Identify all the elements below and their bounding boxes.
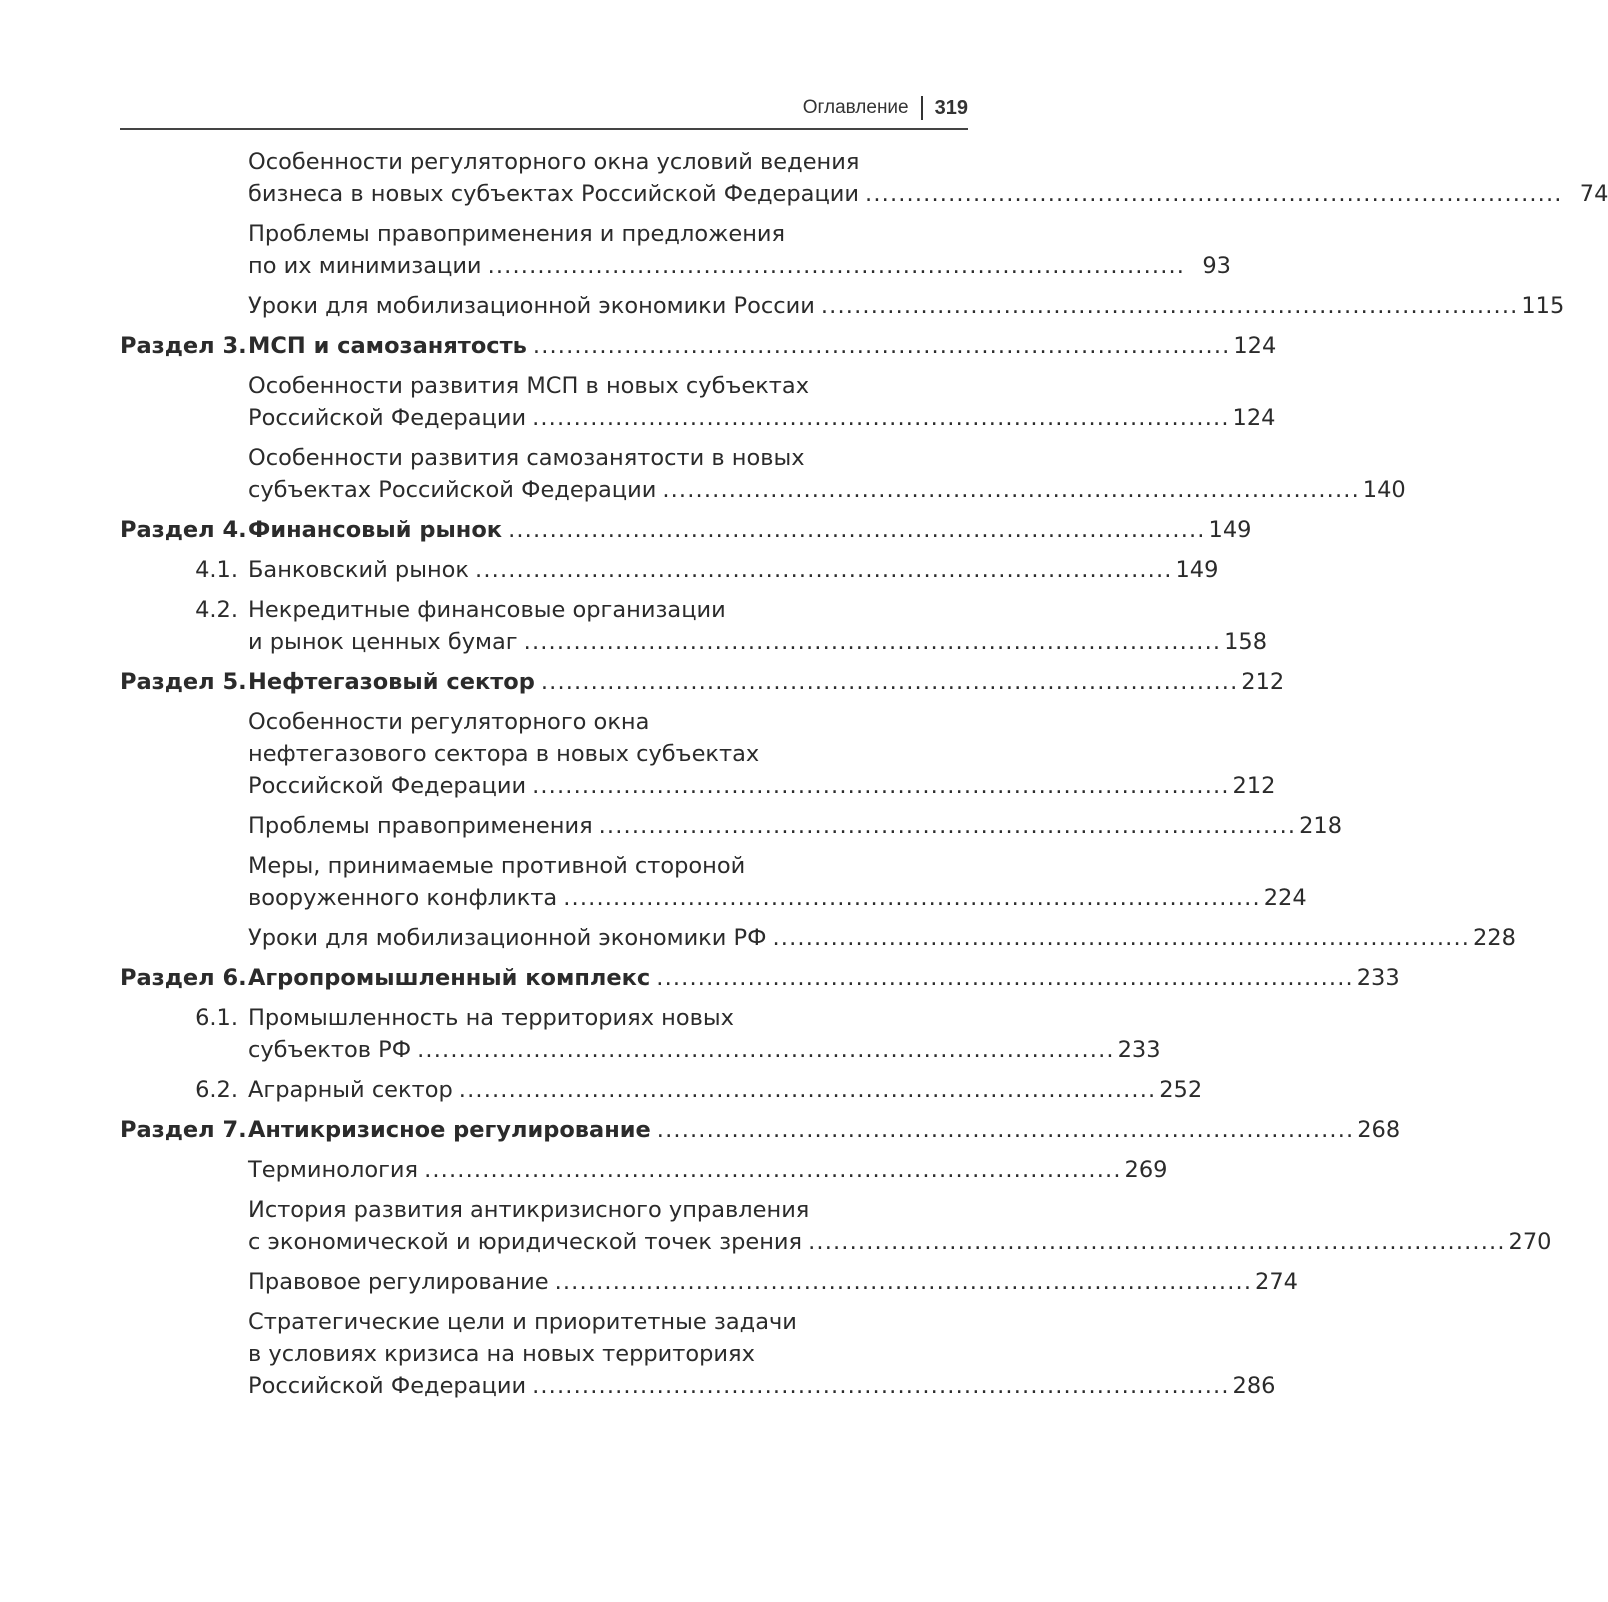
toc-entry-page-number: 93	[1202, 253, 1231, 279]
toc-entry-last-line	[248, 178, 1608, 210]
toc-entry-label	[120, 218, 248, 282]
toc-entry-body	[248, 330, 1276, 362]
toc-entry-title: Агропромышленный комплекс	[248, 965, 651, 991]
running-head-divider	[921, 96, 923, 120]
dot-leader	[459, 1074, 1152, 1106]
toc-entry-page-number: 268	[1357, 1117, 1401, 1143]
toc-entry-title: Банковский рынок	[248, 557, 470, 583]
dot-leader	[488, 250, 1181, 282]
toc-section-entry[interactable]	[120, 666, 1285, 698]
dot-leader	[662, 474, 1355, 506]
toc-entry-label	[120, 922, 248, 954]
toc-section-entry[interactable]	[120, 330, 1277, 362]
toc-entry-title: Антикризисное регулирование	[248, 1117, 651, 1143]
toc-entry[interactable]	[120, 850, 1307, 914]
toc-entry-title: субъектов РФ	[248, 1037, 412, 1063]
toc-entry-page-number: 270	[1508, 1229, 1552, 1255]
toc-entry[interactable]	[120, 1154, 1168, 1186]
toc-entry-label: 4.2.	[195, 597, 238, 623]
dot-leader	[773, 922, 1466, 954]
toc-entry-title: Терминология	[248, 1157, 419, 1183]
toc-entry-page-number: 233	[1356, 965, 1400, 991]
toc-entry-title: вооруженного конфликта	[248, 885, 558, 911]
dot-leader	[555, 1266, 1248, 1298]
toc-entry[interactable]	[120, 1002, 1161, 1066]
toc-entry-body	[248, 290, 1564, 322]
toc-entry-last-line	[248, 250, 1231, 282]
toc-entry-page-number: 149	[1175, 557, 1219, 583]
toc-entry-title: субъектах Российской Федерации	[248, 477, 657, 503]
toc-entry-last-line	[248, 666, 1284, 698]
toc-entry-page-number: 274	[1255, 1269, 1298, 1295]
toc-entry-last-line	[248, 330, 1276, 362]
toc-section-entry[interactable]	[120, 514, 1252, 546]
toc-entry[interactable]	[120, 1306, 1276, 1402]
toc-entry-label	[120, 810, 248, 842]
toc-entry-label	[120, 1154, 248, 1186]
toc-entry-page-number: 286	[1232, 1373, 1276, 1399]
toc-entry-last-line	[248, 1266, 1298, 1298]
toc-entry-last-line	[248, 1226, 1552, 1258]
toc-entry-label: 6.1.	[195, 1005, 238, 1031]
toc-entry-page-number: 124	[1233, 333, 1277, 359]
toc-entry-title: МСП и самозанятость	[248, 333, 527, 359]
toc-entry-label	[120, 442, 248, 506]
toc-entry-label: Раздел 5.	[120, 669, 247, 695]
toc-entry[interactable]	[120, 594, 1268, 658]
toc-entry-body	[248, 146, 1608, 210]
toc-entry-title: бизнеса в новых субъектах Российской Федерации	[248, 181, 860, 207]
toc-entry-label	[120, 1306, 248, 1402]
toc-entry-body	[248, 850, 1307, 914]
toc-entry-title-line: Особенности развития МСП в новых субъектах	[248, 373, 810, 399]
dot-leader	[532, 402, 1225, 434]
toc-entry-last-line	[248, 962, 1400, 994]
toc-entry-page-number: 74	[1579, 181, 1608, 207]
dot-leader	[532, 1370, 1225, 1402]
toc-entry-last-line	[248, 1034, 1161, 1066]
toc-entry-last-line	[248, 1154, 1167, 1186]
toc-entry[interactable]	[120, 146, 1608, 210]
dot-leader	[656, 962, 1349, 994]
toc-entry-last-line	[248, 402, 1275, 434]
dot-leader	[541, 666, 1234, 698]
toc-entry-body	[248, 1114, 1400, 1146]
toc-entry-page-number: 149	[1208, 517, 1252, 543]
toc-entry-title-line: Особенности регуляторного окна	[248, 709, 650, 735]
toc-entry-last-line	[248, 474, 1406, 506]
toc-entry-page-number: 233	[1117, 1037, 1161, 1063]
toc-entry-body	[248, 1074, 1202, 1106]
dot-leader	[821, 290, 1514, 322]
toc-entry-body	[248, 1194, 1552, 1258]
toc-entry-label	[120, 1194, 248, 1258]
toc-entry-page-number: 158	[1224, 629, 1268, 655]
dot-leader	[865, 178, 1558, 210]
toc-entry-title-line: в условиях кризиса на новых территориях	[248, 1341, 755, 1367]
toc-entry-label	[120, 706, 248, 802]
toc-entry-page-number: 140	[1362, 477, 1406, 503]
toc-entry-page-number: 115	[1521, 293, 1565, 319]
toc-entry-label: Раздел 7.	[120, 1117, 247, 1143]
toc-entry-last-line	[248, 922, 1516, 954]
toc-entry-title: с экономической и юридической точек зрения	[248, 1229, 803, 1255]
toc-entry-label: 6.2.	[195, 1077, 238, 1103]
toc-entry-last-line	[248, 554, 1218, 586]
toc-entry-last-line	[248, 290, 1564, 322]
toc-entry-last-line	[248, 810, 1342, 842]
toc-entry-last-line	[248, 770, 1275, 802]
toc-entry-body	[248, 810, 1342, 842]
toc-entry-label	[120, 290, 248, 322]
toc-entry-body	[248, 442, 1406, 506]
toc-entry-title-line: Меры, принимаемые противной стороной	[248, 853, 746, 879]
toc-entry[interactable]	[120, 706, 1276, 802]
toc-entry-body	[248, 1154, 1167, 1186]
toc-entry[interactable]	[120, 370, 1276, 434]
toc-entry-title-line: История развития антикризисного управления	[248, 1197, 810, 1223]
toc-entry-label	[120, 1266, 248, 1298]
toc-entry-body	[248, 962, 1400, 994]
toc-entry-title-line: Особенности регуляторного окна условий ведения	[248, 149, 860, 175]
toc-entry[interactable]	[120, 290, 1565, 322]
toc-entry-title: Аграрный сектор	[248, 1077, 453, 1103]
toc-entry-last-line	[248, 1370, 1275, 1402]
toc-entry-title: Нефтегазовый сектор	[248, 669, 535, 695]
toc-entry-body	[248, 1306, 1275, 1402]
toc-entry[interactable]	[120, 1074, 1203, 1106]
toc-entry-page-number: 228	[1472, 925, 1516, 951]
toc-entry-title: Уроки для мобилизационной экономики РФ	[248, 925, 767, 951]
running-head-title: Оглавление	[802, 97, 909, 118]
toc-entry-label	[120, 146, 248, 210]
toc-entry-title: Проблемы правоприменения	[248, 813, 593, 839]
toc-entry-title-line: Стратегические цели и приоритетные задачи	[248, 1309, 797, 1335]
dot-leader	[532, 770, 1225, 802]
toc-entry-last-line	[248, 882, 1307, 914]
toc-entry[interactable]	[120, 810, 1343, 842]
toc-entry-body	[248, 554, 1218, 586]
toc-entry-page-number: 212	[1241, 669, 1285, 695]
toc-entry-page-number: 212	[1232, 773, 1276, 799]
toc-entry-title-line: Проблемы правоприменения и предложения	[248, 221, 786, 247]
dot-leader	[563, 882, 1256, 914]
dot-leader	[524, 626, 1217, 658]
toc-entry-body	[248, 666, 1284, 698]
toc-entry-title: Уроки для мобилизационной экономики России	[248, 293, 815, 319]
toc-entry-body	[248, 706, 1275, 802]
dot-leader	[417, 1034, 1110, 1066]
toc-entry-body	[248, 922, 1516, 954]
toc-entry[interactable]	[120, 442, 1406, 506]
toc-entry-label: 4.1.	[195, 557, 238, 583]
toc-entry-last-line	[248, 1074, 1202, 1106]
toc-entry[interactable]	[120, 922, 1516, 954]
toc-entry[interactable]	[120, 554, 1219, 586]
toc-entry-body	[248, 514, 1251, 546]
toc-entry-title-line: нефтегазового сектора в новых субъектах	[248, 741, 760, 767]
dot-leader	[424, 1154, 1117, 1186]
toc-entry-label: Раздел 3.	[120, 333, 247, 359]
toc-entry-title-line: Промышленность на территориях новых	[248, 1005, 734, 1031]
toc-entry[interactable]	[120, 1266, 1298, 1298]
toc-entry-last-line	[248, 514, 1251, 546]
toc-entry-title: Российской Федерации	[248, 773, 527, 799]
toc-entry-body	[248, 370, 1275, 434]
toc-entry-title: по их минимизации	[248, 253, 482, 279]
toc-entry-page-number: 124	[1232, 405, 1276, 431]
toc-entry-page-number: 252	[1159, 1077, 1203, 1103]
dot-leader	[508, 514, 1201, 546]
toc-entry-page-number: 218	[1299, 813, 1343, 839]
toc-entry-title: Российской Федерации	[248, 1373, 527, 1399]
toc-entry-label: Раздел 4.	[120, 517, 247, 543]
toc-entry[interactable]	[120, 1194, 1552, 1258]
toc-entry-title: Правовое регулирование	[248, 1269, 549, 1295]
toc-entry-label	[120, 370, 248, 434]
page-number: 319	[934, 96, 968, 119]
toc-entry-last-line	[248, 626, 1267, 658]
toc-entry-page-number: 269	[1124, 1157, 1168, 1183]
toc-section-entry[interactable]	[120, 1114, 1401, 1146]
toc-entry-page-number: 224	[1263, 885, 1307, 911]
dot-leader	[808, 1226, 1501, 1258]
toc-entry-label: Раздел 6.	[120, 965, 247, 991]
toc-entry-title: Российской Федерации	[248, 405, 527, 431]
toc-entry-body	[248, 218, 1231, 282]
toc-entry-title: и рынок ценных бумаг	[248, 629, 518, 655]
dot-leader	[657, 1114, 1350, 1146]
toc-section-entry[interactable]	[120, 962, 1400, 994]
toc-entry[interactable]	[120, 218, 1231, 282]
toc-entry-body	[248, 1266, 1298, 1298]
dot-leader	[599, 810, 1292, 842]
toc-entry-title-line: Особенности развития самозанятости в новых	[248, 445, 805, 471]
toc-entry-label	[120, 850, 248, 914]
toc-entry-title: Финансовый рынок	[248, 517, 503, 543]
table-of-contents	[120, 146, 1608, 1410]
toc-entry-last-line	[248, 1114, 1400, 1146]
toc-entry-title-line: Некредитные финансовые организации	[248, 597, 726, 623]
toc-entry-body	[248, 594, 1267, 658]
dot-leader	[475, 554, 1168, 586]
running-head	[120, 88, 968, 130]
toc-entry-body	[248, 1002, 1161, 1066]
dot-leader	[533, 330, 1226, 362]
